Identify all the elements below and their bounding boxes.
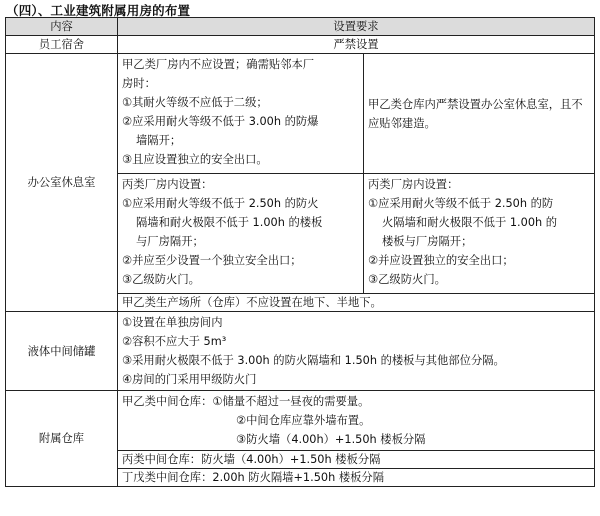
text-line: 隔墙和耐火极限不低于 1.00h 的楼板	[136, 216, 323, 229]
warehouse-dingwu: 丁戊类中间仓库：2.00h 防火隔墙+1.50h 楼板分隔	[118, 469, 595, 487]
text-line: ④房间的门采用甲级防火门	[122, 373, 257, 386]
layout-table	[5, 17, 595, 487]
text-line: ③采用耐火极限不低于 3.00h 的防火隔墙和 1.50h 的楼板与其他部位分隔。	[122, 354, 505, 367]
row-label-warehouse: 附属仓库	[6, 391, 118, 487]
text-line: ①设置在单独房间内	[122, 316, 223, 329]
row-label-dorm: 员工宿舍	[6, 36, 118, 54]
text-line: ②容积不应大于 5m³	[122, 335, 227, 348]
header-requirements: 设置要求	[118, 18, 595, 36]
text-line: 火隔墙和耐火极限不低于 1.00h 的	[382, 216, 558, 229]
text-line: ②并应设置独立的安全出口；	[368, 254, 514, 267]
text-line: 丙类厂房内设置：	[368, 178, 459, 191]
text-line: 丙类厂房内设置：	[122, 178, 213, 191]
header-content: 内容	[6, 18, 118, 36]
text-line: ③且应设置独立的安全出口。	[122, 153, 268, 166]
text-line: ①应采用耐火等级不低于 2.50h 的防火	[122, 197, 319, 210]
text-line: 楼板与厂房隔开；	[382, 235, 473, 248]
text-line: ③乙级防火门。	[122, 273, 200, 286]
text-line: ②并应至少设置一个独立安全出口；	[122, 254, 302, 267]
text-line: ②中间仓库应靠外墙布置。	[236, 414, 371, 427]
text-line: 房时：	[122, 77, 156, 90]
office-jiayi-plant	[118, 54, 364, 174]
row-label-liquid-tank: 液体中间储罐	[6, 312, 118, 391]
office-bing-plant	[118, 174, 364, 294]
text-line: ③防火墙（4.00h）+1.50h 楼板分隔	[236, 433, 426, 446]
text-line: 与厂房隔开；	[136, 235, 204, 248]
text-line: ①应采用耐火等级不低于 2.50h 的防	[368, 197, 554, 210]
section-title: （四）、工业建筑附属用房的布置	[6, 3, 191, 18]
office-jiayi-storage: 甲乙类仓库内严禁设置办公室休息室，且不应贴邻建造。	[364, 54, 595, 174]
office-bing-storage	[364, 174, 595, 294]
text-line: 墙隔开；	[136, 134, 182, 147]
row-label-office: 办公室休息室	[6, 54, 118, 312]
liquid-tank-requirements	[118, 312, 595, 391]
text-line: ③乙级防火门。	[368, 273, 446, 286]
warehouse-bing: 丙类中间仓库：防火墙（4.00h）+1.50h 楼板分隔	[118, 451, 595, 469]
office-underground-note: 甲乙类生产场所（仓库）不应设置在地下、半地下。	[118, 294, 595, 312]
text-line: ②应采用耐火等级不低于 3.00h 的防爆	[122, 115, 319, 128]
warehouse-jiayi	[118, 391, 595, 451]
text-line: ①其耐火等级不应低于二级；	[122, 96, 268, 109]
dorm-requirement: 严禁设置	[118, 36, 595, 54]
text-line: 甲乙类厂房内不应设置；确需贴邻本厂	[122, 58, 315, 71]
text-line: 甲乙类中间仓库：①储量不超过一昼夜的需要量。	[122, 395, 370, 408]
